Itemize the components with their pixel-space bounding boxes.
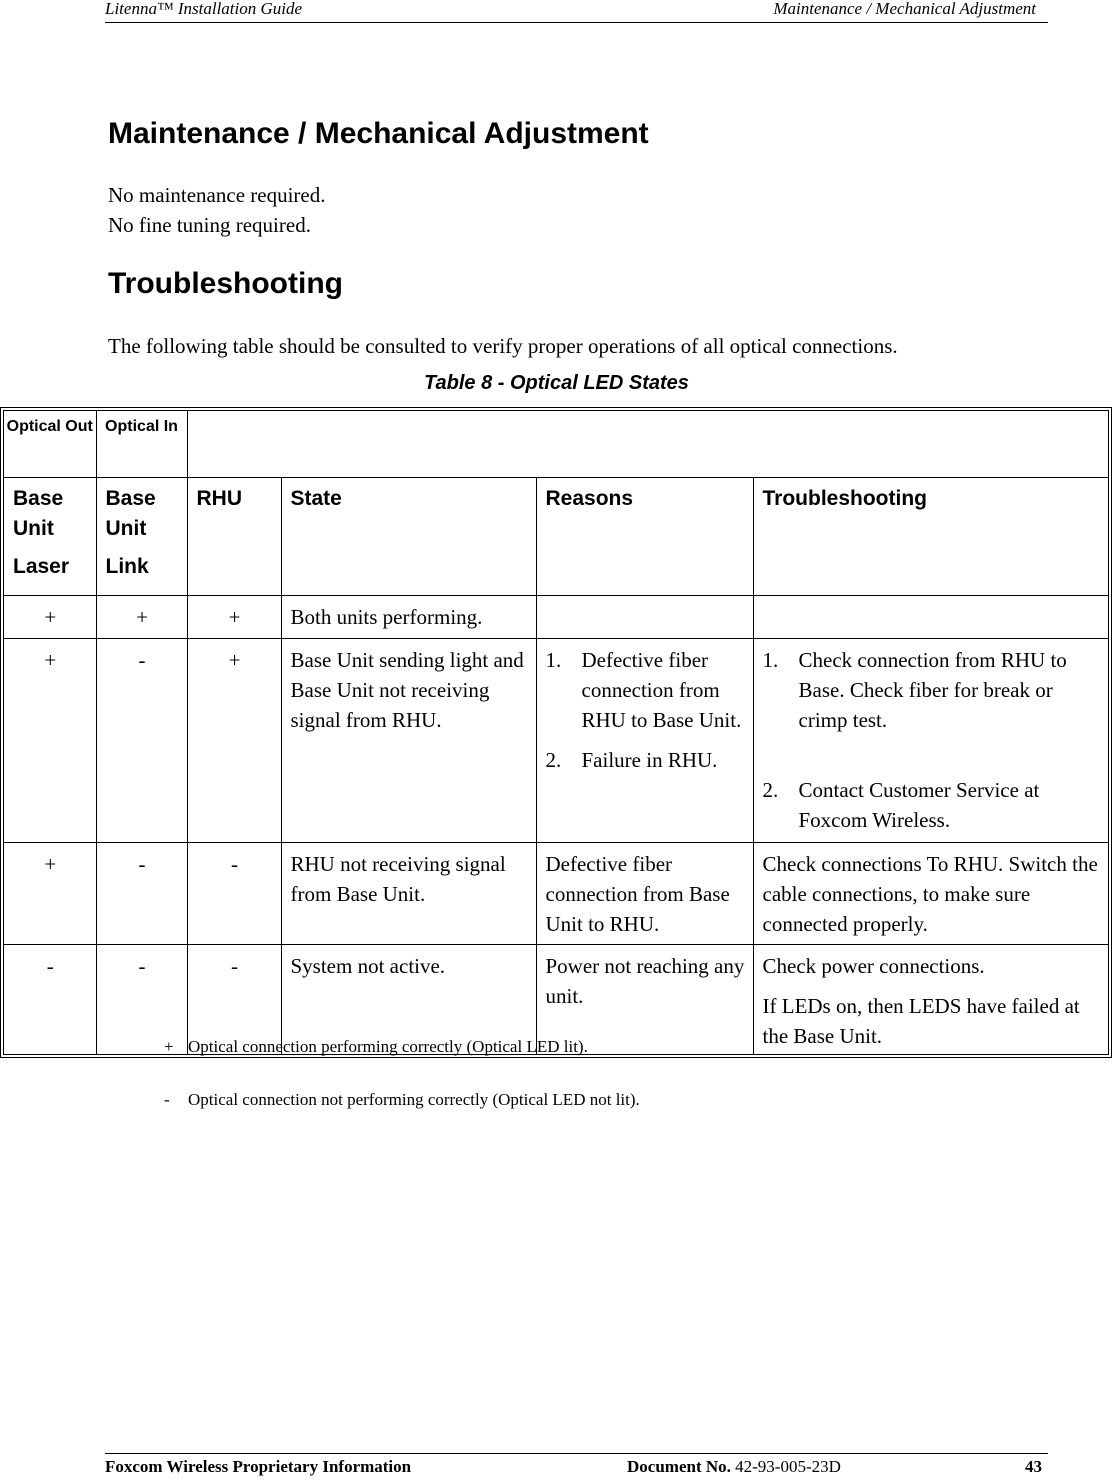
list-number: 2.: [545, 747, 562, 772]
maintenance-line-2: No fine tuning required.: [108, 213, 311, 237]
header-blank: [187, 411, 1108, 477]
footer-document-number: [627, 1454, 841, 1480]
table-header-row: [4, 477, 1108, 595]
cell-rhu: +: [187, 595, 281, 638]
cell-state: System not active.: [281, 944, 536, 1055]
legend-plus-symbol: +: [164, 1037, 174, 1056]
list-text: Defective fiber connection from RHU to Base Unit.: [581, 647, 742, 732]
cell-troubleshooting: [753, 944, 1108, 1055]
list-text: Failure in RHU.: [581, 747, 718, 772]
table-caption: Table 8 - Optical LED States: [424, 372, 689, 394]
cell-reasons: Power not reaching any unit.: [536, 944, 753, 1055]
legend-plus-text: Optical connection performing correctly (Optical LED lit).: [188, 1037, 588, 1056]
optical-led-table: [0, 407, 1112, 1058]
header-troubleshooting: Troubleshooting: [753, 477, 1108, 595]
cell-rhu: -: [187, 842, 281, 944]
header-guide-title: Litenna™ Installation Guide: [105, 0, 303, 18]
troubleshooting-list: [763, 645, 1101, 835]
header-rhu: RHU: [187, 477, 281, 595]
legend-minus-text: Optical connection not performing correctly (Optical LED not lit).: [188, 1090, 640, 1109]
cell-state: Both units performing.: [281, 595, 536, 638]
header-section-title: Maintenance / Mechanical Adjustment: [773, 0, 1036, 18]
cell-reasons: [536, 638, 753, 842]
cell-laser: +: [4, 595, 96, 638]
cell-reasons: [536, 595, 753, 638]
list-number: 2.: [762, 777, 779, 802]
page-number: 43: [1025, 1457, 1042, 1476]
list-item: [546, 745, 745, 775]
legend-minus: [164, 1090, 640, 1110]
header-col2-line2: Link: [105, 554, 149, 578]
cell-laser: +: [4, 638, 96, 842]
list-item: [763, 645, 1101, 735]
cell-troubleshooting: Check connections To RHU. Switch the cable connections, to make sure connected properly.: [753, 842, 1108, 944]
header-col1-line2: Laser: [13, 554, 70, 578]
section-title-troubleshooting: Troubleshooting: [108, 267, 343, 300]
footer-proprietary: Foxcom Wireless Proprietary Information: [105, 1457, 412, 1476]
cell-laser: +: [4, 842, 96, 944]
cell-link: +: [96, 595, 187, 638]
cell-link: -: [96, 638, 187, 842]
table-row: [4, 842, 1108, 944]
cell-rhu: +: [187, 638, 281, 842]
cell-laser: -: [4, 944, 96, 1055]
footer-doc-label: Document No.: [627, 1457, 731, 1476]
page-header: [105, 0, 1048, 23]
cell-reasons: Defective fiber connection from Base Unit to RHU.: [536, 842, 753, 944]
legend-minus-symbol: -: [164, 1090, 170, 1109]
cell-link: -: [96, 944, 187, 1055]
list-item: [546, 645, 745, 735]
cell-rhu: -: [187, 944, 281, 1055]
list-number: 1.: [762, 647, 779, 672]
cell-link: -: [96, 842, 187, 944]
section-title-maintenance: Maintenance / Mechanical Adjustment: [108, 117, 649, 150]
header-state: State: [281, 477, 536, 595]
header-col2-line1: Base Unit: [105, 486, 156, 540]
cell-troubleshooting: [753, 595, 1108, 638]
list-item: [763, 775, 1101, 835]
header-base-unit-link: [96, 477, 187, 595]
header-reasons: Reasons: [536, 477, 753, 595]
list-text: Check connection from RHU to Base. Check fiber for break or crimp test.: [798, 647, 1067, 732]
footer-doc-value: 42-93-005-23D: [735, 1457, 841, 1476]
troubleshooting-para-2: If LEDs on, then LEDS have failed at the Base Unit.: [762, 993, 1080, 1048]
header-optical-out: Optical Out: [4, 411, 96, 477]
table-group-header-row: [4, 411, 1108, 477]
cell-state: Base Unit sending light and Base Unit not receiving signal from RHU.: [281, 638, 536, 842]
list-number: 1.: [545, 647, 562, 672]
header-optical-in: Optical In: [96, 411, 187, 477]
list-text: Contact Customer Service at Foxcom Wireless.: [798, 777, 1040, 832]
cell-troubleshooting: [753, 638, 1108, 842]
header-col1-line1: Base Unit: [13, 486, 64, 540]
table-row: [4, 595, 1108, 638]
legend-plus: [164, 1037, 588, 1057]
maintenance-line-1: No maintenance required.: [108, 183, 326, 207]
reasons-list: [546, 645, 745, 775]
troubleshooting-intro: The following table should be consulted to verify proper operations of all optical connections.: [108, 334, 898, 358]
page-footer: [105, 1453, 1048, 1476]
troubleshooting-para-1: Check power connections.: [762, 953, 985, 978]
header-base-unit-laser: [4, 477, 96, 595]
cell-state: RHU not receiving signal from Base Unit.: [281, 842, 536, 944]
table-row: [4, 638, 1108, 842]
